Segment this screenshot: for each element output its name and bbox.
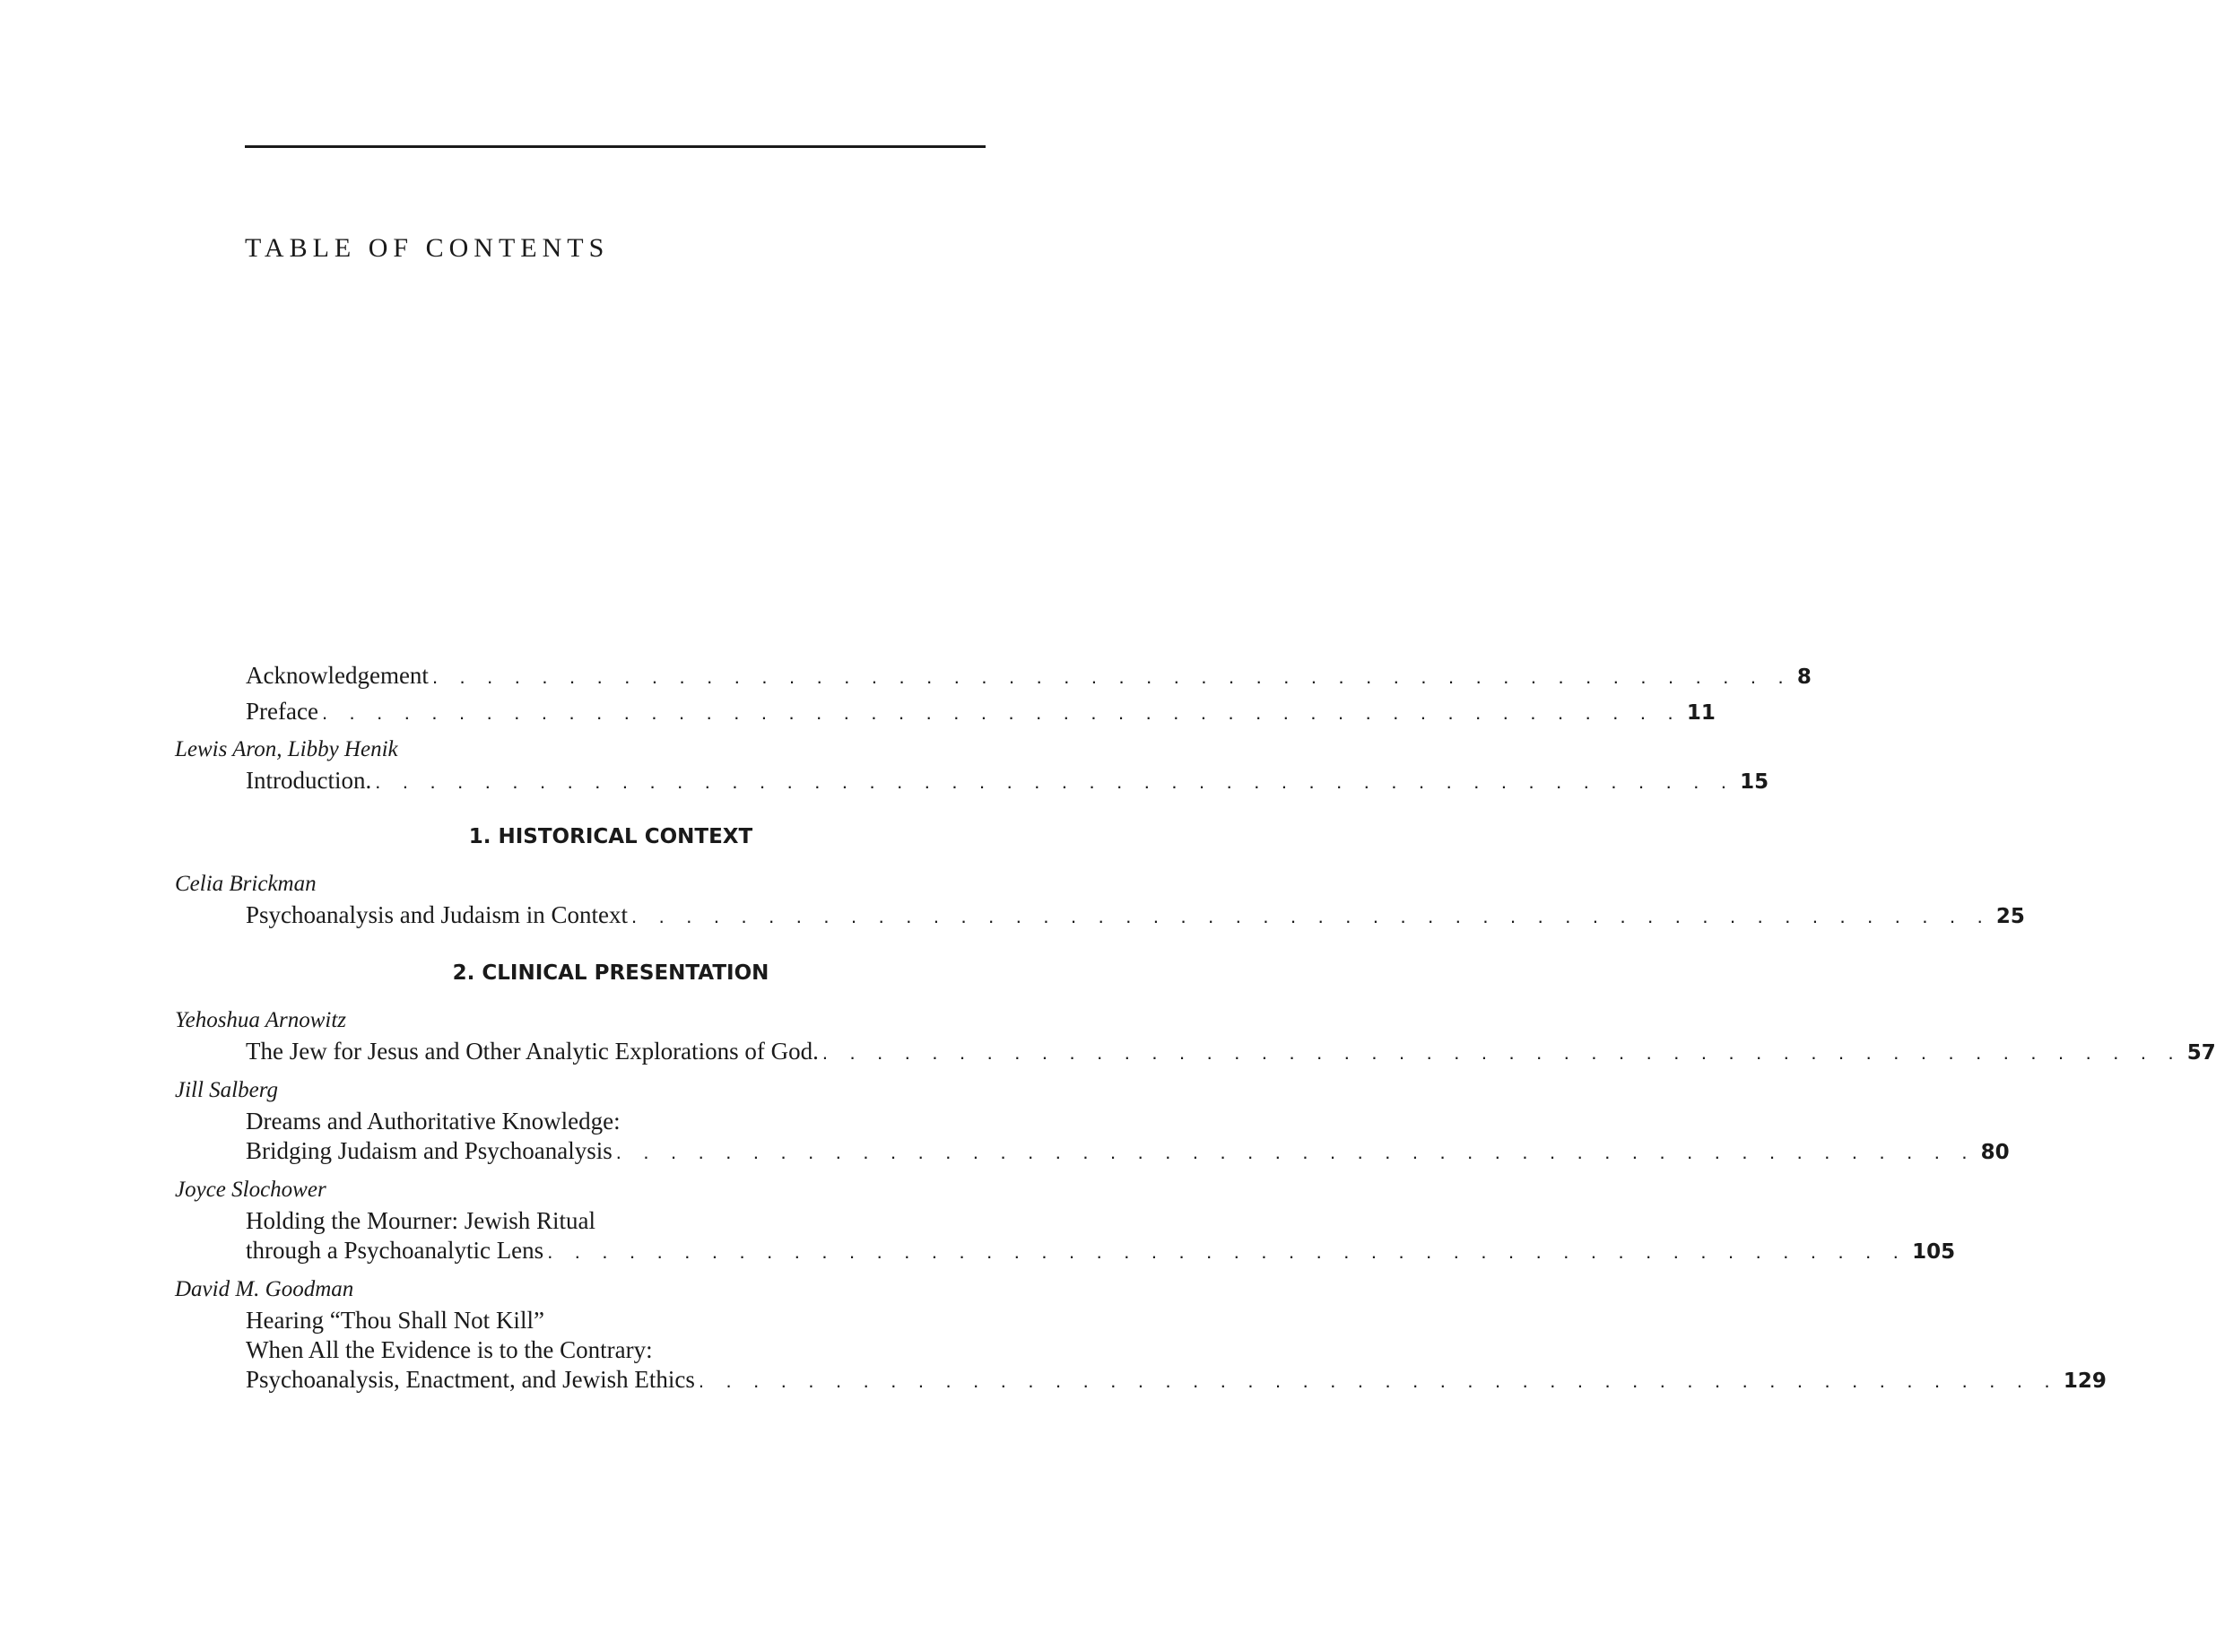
toc-entry-jew-for-jesus[interactable] [246, 1038, 2216, 1065]
toc-entry-acknowledgement[interactable] [246, 662, 1812, 690]
entry-title-line: Dreams and Authoritative Knowledge: [246, 1108, 621, 1135]
entry-title: through a Psychoanalytic Lens [246, 1237, 544, 1264]
toc-entry-preface[interactable] [246, 698, 1716, 726]
entry-author: David M. Goodman [175, 1277, 354, 1301]
dot-leader: . . . . . . . . . . . . . . . . . . . . . . . . . . . . . . . . . . . . . . . . . . . . . . . . . . [615, 1141, 1976, 1163]
page-number: 15 [1740, 770, 1769, 794]
toc-entry-holding-the-mourner[interactable] [246, 1237, 1956, 1265]
page-number: 57 [2186, 1041, 2216, 1065]
dot-leader: . . . . . . . . . . . . . . . . . . . . . . . . . . . . . . . . . . . . . . . . . . . . . . . . . . [321, 701, 1682, 724]
entry-author: Yehoshua Arnowitz [175, 1008, 347, 1032]
page-title: TABLE OF CONTENTS [245, 233, 610, 263]
page-number: 25 [1995, 905, 2025, 928]
entry-title: Psychoanalysis, Enactment, and Jewish Ethics [246, 1366, 695, 1393]
entry-title: Psychoanalysis and Judaism in Context [246, 901, 628, 928]
entry-title: Acknowledgement [246, 662, 429, 689]
toc-entry-introduction[interactable] [246, 767, 1769, 795]
entry-title: Introduction. [246, 767, 372, 794]
entry-author: Joyce Slochower [175, 1178, 326, 1202]
page-number: 11 [1686, 701, 1716, 725]
entry-title: Preface [246, 698, 318, 725]
dot-leader: . . . . . . . . . . . . . . . . . . . . . . . . . . . . . . . . . . . . . . . . . . . . . . . . . . [630, 905, 1991, 927]
toc-entry-dreams[interactable] [246, 1137, 2010, 1165]
page-number: 8 [1796, 665, 1812, 689]
entry-title-line: Holding the Mourner: Jewish Ritual [246, 1207, 595, 1234]
entry-title: The Jew for Jesus and Other Analytic Explorations of God. [246, 1038, 819, 1065]
page-number: 80 [1980, 1141, 2010, 1164]
entry-author: Celia Brickman [175, 872, 317, 896]
toc-entry-psychoanalysis-and-judaism[interactable] [246, 901, 2025, 929]
toc-entry-hearing-thou-shall-not-kill[interactable] [246, 1366, 2107, 1394]
page-number: 129 [2063, 1369, 2107, 1393]
entry-title: Bridging Judaism and Psychoanalysis [246, 1137, 613, 1164]
page-number: 105 [1912, 1240, 1956, 1264]
section-heading-historical-context: 1. HISTORICAL CONTEXT [468, 825, 753, 848]
dot-leader: . . . . . . . . . . . . . . . . . . . . . . . . . . . . . . . . . . . . . . . . . . . . . . . . . . [547, 1240, 1907, 1263]
dot-leader: . . . . . . . . . . . . . . . . . . . . . . . . . . . . . . . . . . . . . . . . . . . . . . . . . . [698, 1369, 2058, 1392]
entry-author: Jill Salberg [175, 1078, 279, 1102]
dot-leader: . . . . . . . . . . . . . . . . . . . . . . . . . . . . . . . . . . . . . . . . . . . . . . . . . . [821, 1041, 2182, 1064]
entry-title-line: Hearing “Thou Shall Not Kill” [246, 1307, 544, 1334]
dot-leader: . . . . . . . . . . . . . . . . . . . . . . . . . . . . . . . . . . . . . . . . . . . . . . . . . . [431, 665, 1792, 688]
entry-author: Lewis Aron, Libby Henik [175, 737, 398, 761]
entry-title-line: When All the Evidence is to the Contrary: [246, 1336, 653, 1363]
section-heading-clinical-presentation: 2. CLINICAL PRESENTATION [452, 961, 769, 985]
dot-leader: . . . . . . . . . . . . . . . . . . . . . . . . . . . . . . . . . . . . . . . . . . . . . . . . . . [375, 770, 1735, 793]
